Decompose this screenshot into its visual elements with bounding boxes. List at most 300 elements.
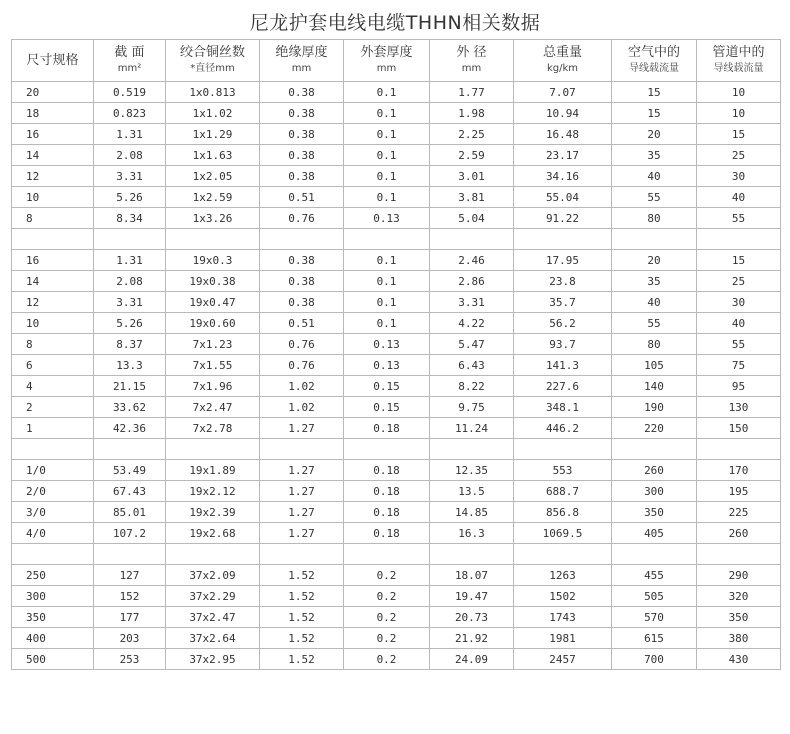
table-cell: 23.8 [514,271,612,292]
table-cell: 1.27 [260,502,344,523]
table-row [12,418,781,439]
table-cell: 253 [94,649,166,670]
table-cell [94,439,166,460]
table-cell: 30 [697,166,781,187]
table-cell: 1502 [514,586,612,607]
table-cell: 11.24 [430,418,514,439]
table-cell: 19x0.60 [166,313,260,334]
table-cell: 260 [612,460,697,481]
table-cell: 0.51 [260,187,344,208]
table-spacer-row [12,544,781,565]
table-cell: 19x0.3 [166,250,260,271]
table-cell: 220 [612,418,697,439]
table-cell: 405 [612,523,697,544]
column-header-unit: mm [291,62,312,74]
table-cell: 13.3 [94,355,166,376]
table-cell: 93.7 [514,334,612,355]
table-cell: 40 [612,292,697,313]
table-cell: 505 [612,586,697,607]
table-cell: 177 [94,607,166,628]
table-cell: 67.43 [94,481,166,502]
table-cell: 7x1.96 [166,376,260,397]
table-cell: 500 [12,649,94,670]
table-cell [344,544,430,565]
column-header [697,40,781,82]
table-cell: 170 [697,460,781,481]
table-row [12,586,781,607]
table-cell: 5.47 [430,334,514,355]
column-header [260,40,344,82]
table-cell: 16 [12,250,94,271]
table-cell: 8.34 [94,208,166,229]
table-cell [697,229,781,250]
table-cell: 348.1 [514,397,612,418]
table-cell: 1.31 [94,124,166,145]
table-cell: 130 [697,397,781,418]
table-cell: 152 [94,586,166,607]
table-cell: 0.1 [344,271,430,292]
table-cell: 5.26 [94,187,166,208]
table-cell: 0.15 [344,397,430,418]
table-cell: 320 [697,586,781,607]
table-cell: 0.76 [260,334,344,355]
table-cell: 1x0.813 [166,82,260,103]
table-cell [344,229,430,250]
table-cell: 16.3 [430,523,514,544]
table-cell: 53.49 [94,460,166,481]
table-cell: 300 [12,586,94,607]
table-cell: 0.519 [94,82,166,103]
table-row [12,628,781,649]
table-cell: 2.86 [430,271,514,292]
table-spacer-row [12,229,781,250]
table-cell: 0.15 [344,376,430,397]
table-cell: 24.09 [430,649,514,670]
table-cell: 0.13 [344,355,430,376]
table-cell: 8 [12,208,94,229]
column-header [344,40,430,82]
table-cell [12,439,94,460]
table-cell: 0.1 [344,187,430,208]
column-header [94,40,166,82]
table-cell: 2.25 [430,124,514,145]
table-cell: 33.62 [94,397,166,418]
table-cell [12,229,94,250]
table-cell: 40 [697,187,781,208]
table-cell: 35 [612,145,697,166]
table-cell: 0.2 [344,565,430,586]
table-cell: 1x2.05 [166,166,260,187]
table-cell: 0.76 [260,208,344,229]
table-cell: 35.7 [514,292,612,313]
table-cell: 1/0 [12,460,94,481]
table-cell: 225 [697,502,781,523]
table-cell [260,229,344,250]
table-row [12,271,781,292]
table-cell: 127 [94,565,166,586]
page-title: 尼龙护套电线电缆THHN相关数据 [249,12,541,34]
table-cell: 55 [697,334,781,355]
table-cell: 55 [612,187,697,208]
table-cell: 19x2.39 [166,502,260,523]
table-row [12,187,781,208]
table-cell: 1.27 [260,418,344,439]
table-cell: 3/0 [12,502,94,523]
table-cell: 1.98 [430,103,514,124]
table-cell: 250 [12,565,94,586]
table-cell: 150 [697,418,781,439]
table-cell: 615 [612,628,697,649]
column-header-label: 截 面 [114,44,145,60]
table-cell: 190 [612,397,697,418]
table-row [12,565,781,586]
table-row [12,82,781,103]
column-header [166,40,260,82]
table-cell: 0.2 [344,649,430,670]
table-cell: 21.15 [94,376,166,397]
table-row [12,334,781,355]
table-cell: 17.95 [514,250,612,271]
table-cell: 56.2 [514,313,612,334]
table-cell: 16.48 [514,124,612,145]
table-cell: 1.52 [260,628,344,649]
table-cell: 455 [612,565,697,586]
table-cell: 105 [612,355,697,376]
table-cell: 21.92 [430,628,514,649]
table-cell: 37x2.29 [166,586,260,607]
column-header-label: 绞合铜丝数 [179,44,245,60]
table-cell: 2457 [514,649,612,670]
table-cell: 0.38 [260,166,344,187]
table-cell: 3.01 [430,166,514,187]
table-cell: 16 [12,124,94,145]
column-header-label: 外套厚度 [360,44,413,60]
table-cell: 14 [12,271,94,292]
column-header-label: 绝缘厚度 [275,44,328,60]
table-cell: 8.22 [430,376,514,397]
table-cell: 10 [12,313,94,334]
table-cell: 7x2.47 [166,397,260,418]
table-row [12,292,781,313]
table-cell: 0.1 [344,145,430,166]
table-cell: 12 [12,166,94,187]
table-cell: 1.52 [260,649,344,670]
column-header [612,40,697,82]
table-cell: 140 [612,376,697,397]
table-cell: 141.3 [514,355,612,376]
table-cell: 4 [12,376,94,397]
column-header [430,40,514,82]
table-cell: 75 [697,355,781,376]
table-cell: 1x2.59 [166,187,260,208]
table-cell [166,544,260,565]
table-cell: 1263 [514,565,612,586]
table-cell: 3.31 [430,292,514,313]
table-cell: 8.37 [94,334,166,355]
table-cell: 0.2 [344,586,430,607]
table-cell: 688.7 [514,481,612,502]
table-cell: 2.08 [94,145,166,166]
table-cell: 1x1.63 [166,145,260,166]
table-header-row [12,40,781,82]
table-cell [260,439,344,460]
table-row [12,250,781,271]
column-header [514,40,612,82]
table-cell: 20 [12,82,94,103]
table-cell: 0.1 [344,250,430,271]
column-header-unit: kg/km [546,62,579,74]
table-cell: 37x2.64 [166,628,260,649]
table-cell: 37x2.09 [166,565,260,586]
column-header-label: 尺寸规格 [26,52,79,68]
table-cell: 400 [12,628,94,649]
table-row [12,397,781,418]
table-cell: 2.59 [430,145,514,166]
table-cell: 0.1 [344,82,430,103]
table-cell: 203 [94,628,166,649]
table-cell [166,229,260,250]
table-cell: 12 [12,292,94,313]
table-cell: 18 [12,103,94,124]
column-header-unit: mm [461,62,482,74]
table-row [12,376,781,397]
table-cell: 20 [612,124,697,145]
table-cell: 0.38 [260,103,344,124]
table-cell: 195 [697,481,781,502]
table-cell: 1x1.29 [166,124,260,145]
table-cell: 0.38 [260,292,344,313]
table-row [12,208,781,229]
table-cell: 42.36 [94,418,166,439]
table-cell: 0.2 [344,628,430,649]
table-cell: 260 [697,523,781,544]
table-cell: 380 [697,628,781,649]
table-cell: 856.8 [514,502,612,523]
table-row [12,607,781,628]
table-cell: 4.22 [430,313,514,334]
table-cell: 0.18 [344,523,430,544]
table-cell [12,544,94,565]
table-cell [612,439,697,460]
table-row [12,481,781,502]
table-cell: 0.38 [260,124,344,145]
table-cell: 19.47 [430,586,514,607]
column-header-label: 总重量 [542,44,582,60]
column-header-unit: *直径mm [190,62,235,74]
table-cell: 3.31 [94,166,166,187]
table-cell: 15 [612,103,697,124]
table-cell: 20.73 [430,607,514,628]
table-row [12,649,781,670]
table-cell: 10 [697,82,781,103]
table-cell [260,544,344,565]
table-cell: 1.27 [260,523,344,544]
table-cell: 7x2.78 [166,418,260,439]
table-cell: 18.07 [430,565,514,586]
table-cell [166,439,260,460]
table-cell: 15 [612,82,697,103]
table-cell: 2.46 [430,250,514,271]
table-cell: 3.81 [430,187,514,208]
table-cell: 553 [514,460,612,481]
table-cell: 5.04 [430,208,514,229]
table-cell: 1.31 [94,250,166,271]
table-cell [94,544,166,565]
table-cell: 35 [612,271,697,292]
table-cell: 107.2 [94,523,166,544]
table-cell: 91.22 [514,208,612,229]
table-cell: 300 [612,481,697,502]
table-cell: 2/0 [12,481,94,502]
table-cell: 40 [697,313,781,334]
table-cell: 0.1 [344,124,430,145]
table-cell: 80 [612,334,697,355]
table-row [12,523,781,544]
table-cell: 7.07 [514,82,612,103]
table-cell: 9.75 [430,397,514,418]
table-cell: 3.31 [94,292,166,313]
column-header-unit: mm² [117,62,142,74]
table-cell [430,439,514,460]
table-cell: 13.5 [430,481,514,502]
thhn-data-table [11,39,781,670]
table-cell: 0.13 [344,334,430,355]
table-cell: 40 [612,166,697,187]
table-cell: 0.38 [260,250,344,271]
table-cell: 80 [612,208,697,229]
table-cell: 0.1 [344,292,430,313]
table-cell: 1.52 [260,565,344,586]
column-header-unit: 导线载流量 [629,62,679,74]
table-cell: 10 [12,187,94,208]
table-cell: 37x2.95 [166,649,260,670]
table-cell: 0.51 [260,313,344,334]
table-cell: 8 [12,334,94,355]
table-row [12,103,781,124]
table-cell [697,439,781,460]
table-cell: 1.27 [260,481,344,502]
table-cell: 6 [12,355,94,376]
table-cell: 290 [697,565,781,586]
table-cell [514,439,612,460]
table-cell: 95 [697,376,781,397]
table-cell: 1.27 [260,460,344,481]
table-cell [697,544,781,565]
table-cell: 0.76 [260,355,344,376]
table-cell: 6.43 [430,355,514,376]
column-header-unit: 导线载流量 [713,62,764,74]
table-cell: 227.6 [514,376,612,397]
table-cell: 700 [612,649,697,670]
table-cell: 15 [697,124,781,145]
table-cell: 15 [697,250,781,271]
table-cell: 1981 [514,628,612,649]
table-cell [612,229,697,250]
table-cell: 55 [697,208,781,229]
table-cell: 1.02 [260,397,344,418]
table-cell [430,229,514,250]
table-cell: 0.18 [344,418,430,439]
table-cell: 446.2 [514,418,612,439]
table-row [12,166,781,187]
table-cell: 350 [697,607,781,628]
table-cell: 0.2 [344,607,430,628]
table-cell: 0.38 [260,145,344,166]
table-cell: 0.18 [344,481,430,502]
table-row [12,355,781,376]
table-cell: 14 [12,145,94,166]
table-row [12,124,781,145]
table-cell: 0.38 [260,271,344,292]
table-cell: 350 [12,607,94,628]
table-cell: 0.1 [344,313,430,334]
table-cell: 10 [697,103,781,124]
column-header-label: 管道中的 [712,44,765,60]
table-cell: 350 [612,502,697,523]
table-cell [94,229,166,250]
table-body [12,82,781,670]
table-cell: 1069.5 [514,523,612,544]
table-cell: 7x1.55 [166,355,260,376]
table-cell: 1x1.02 [166,103,260,124]
column-header-label: 外 径 [456,44,487,60]
table-cell [612,544,697,565]
table-cell: 19x2.12 [166,481,260,502]
table-cell: 1 [12,418,94,439]
table-cell: 14.85 [430,502,514,523]
table-cell: 19x0.38 [166,271,260,292]
table-cell: 7x1.23 [166,334,260,355]
table-cell: 1.52 [260,607,344,628]
table-cell: 1.77 [430,82,514,103]
table-cell: 570 [612,607,697,628]
table-row [12,460,781,481]
column-header-unit: mm [376,62,397,74]
table-cell [514,544,612,565]
table-cell: 0.1 [344,103,430,124]
table-cell: 5.26 [94,313,166,334]
table-cell [514,229,612,250]
table-cell: 1.02 [260,376,344,397]
table-cell: 2.08 [94,271,166,292]
column-header [12,40,94,82]
table-cell: 25 [697,271,781,292]
table-cell: 1x3.26 [166,208,260,229]
table-cell: 12.35 [430,460,514,481]
table-cell: 0.18 [344,460,430,481]
table-cell: 19x2.68 [166,523,260,544]
table-cell: 55 [612,313,697,334]
table-cell: 25 [697,145,781,166]
table-cell: 0.18 [344,502,430,523]
table-cell: 2 [12,397,94,418]
table-cell: 85.01 [94,502,166,523]
table-cell: 0.1 [344,166,430,187]
table-cell: 4/0 [12,523,94,544]
table-cell: 430 [697,649,781,670]
table-cell: 1743 [514,607,612,628]
table-cell: 0.13 [344,208,430,229]
table-cell: 19x1.89 [166,460,260,481]
table-cell: 37x2.47 [166,607,260,628]
table-cell: 55.04 [514,187,612,208]
table-cell: 1.52 [260,586,344,607]
table-cell: 10.94 [514,103,612,124]
table-spacer-row [12,439,781,460]
column-header-label: 空气中的 [627,44,680,60]
table-cell [344,439,430,460]
table-row [12,145,781,166]
